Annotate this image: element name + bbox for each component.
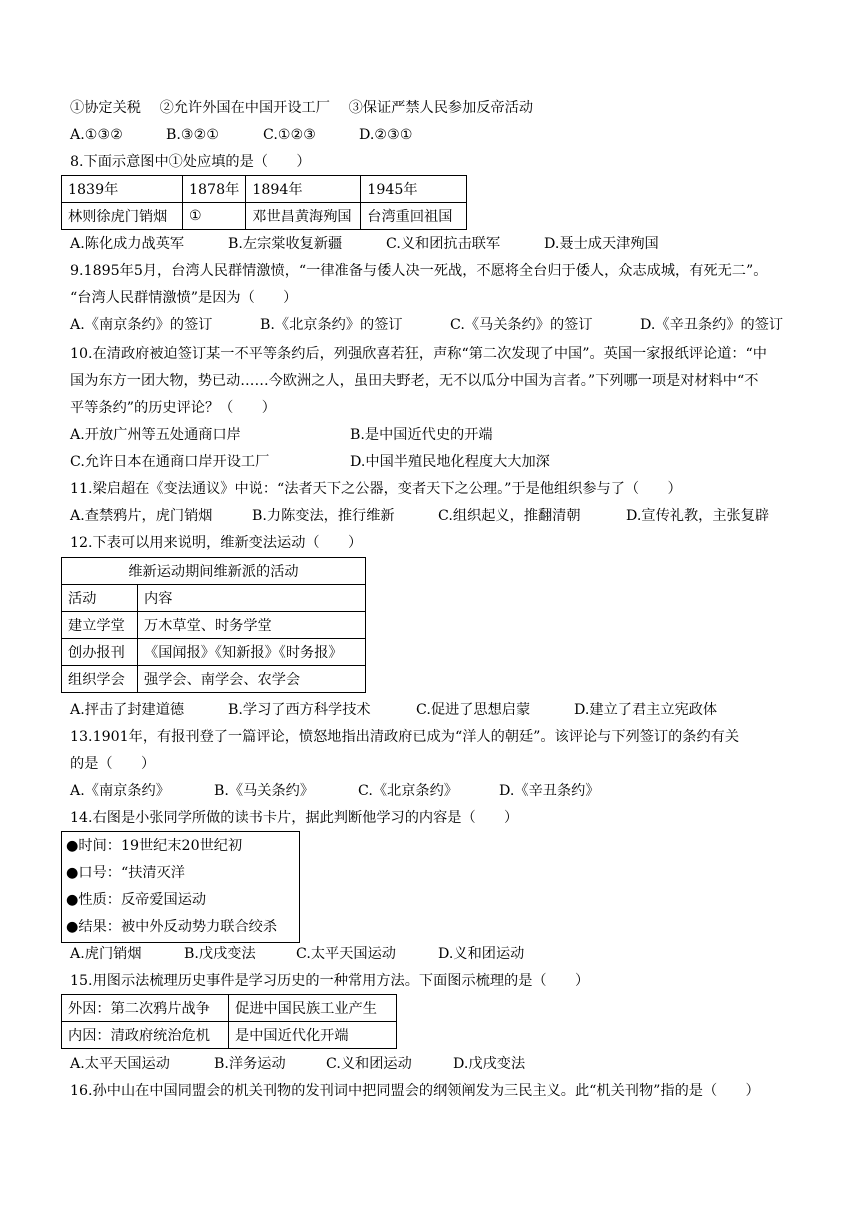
- table-cell: 1945年: [361, 176, 467, 203]
- q16-stem: 16.孙中山在中国同盟会的机关刊物的发刊词中把同盟会的纲领阐发为三民主义。此“机关刊物”指的是（ ）: [70, 1083, 760, 1099]
- option-d: D.建立了君主立宪政体: [574, 702, 718, 718]
- option-d: D.《辛丑条约》: [499, 783, 600, 799]
- q12-stem: 12.下表可以用来说明，维新变法运动（ ）: [70, 535, 363, 551]
- option-d: D.义和团运动: [438, 946, 525, 962]
- card-line: ●时间：19世纪末20世纪初: [66, 838, 243, 854]
- q12-options: [70, 701, 717, 719]
- option-b: B.《马关条约》: [214, 783, 315, 799]
- table-cell: 内容: [138, 585, 366, 612]
- q9-stem-line1: 9.1895年5月，台湾人民群情激愤，“一律准备与倭人决一死战，不愿将全台归于倭人，众志成城，有死无二”。: [70, 263, 768, 279]
- table-cell: 1878年: [183, 176, 246, 203]
- option-d: D.戊戌变法: [453, 1056, 526, 1072]
- card-line: ●口号：“扶清灭洋: [66, 865, 185, 881]
- option-b: B.左宗棠收复新疆: [228, 236, 343, 252]
- option-a: A.《南京条约》的签订: [70, 317, 213, 333]
- q9-options: [70, 316, 783, 334]
- q10-options-row2: [70, 453, 550, 471]
- table-cell: 1839年: [62, 176, 183, 203]
- option-b: B.戊戌变法: [184, 946, 256, 962]
- q7-choices-line: ①协定关税 ②允许外国在中国开设工厂 ③保证严禁人民参加反帝活动: [70, 100, 534, 116]
- option-c: C.太平天国运动: [296, 946, 396, 962]
- option-a: A.《南京条约》: [70, 783, 170, 799]
- option-d: D.《辛丑条约》的签订: [640, 317, 784, 333]
- table-cell: 创办报刊: [62, 639, 138, 666]
- option-d: D.聂士成天津殉国: [544, 236, 659, 252]
- option-b: B.学习了西方科学技术: [228, 702, 371, 718]
- q10-stem-line2: 国为东方一团大物，势已动……今欧洲之人，虽田夫野老，无不以瓜分中国为言者。”下列哪一项是对材料中“不: [70, 373, 759, 389]
- option-c: C.《北京条约》: [358, 783, 458, 799]
- option-a: A.陈化成力战英军: [70, 236, 185, 252]
- option-b: B.③②①: [166, 127, 220, 143]
- table-title: 维新运动期间维新派的活动: [62, 558, 366, 585]
- option-b: B.力陈变法，推行维新: [252, 508, 395, 524]
- q13-options: [70, 782, 600, 800]
- option-c: C.《马关条约》的签订: [450, 317, 593, 333]
- option-c: C.义和团抗击联军: [386, 236, 501, 252]
- table-cell: 促进中国民族工业产生: [229, 995, 397, 1022]
- q13-stem-line2: 的是（ ）: [70, 756, 156, 772]
- reading-card: [61, 831, 300, 943]
- table-cell: 内因：清政府统治危机: [62, 1022, 229, 1049]
- option-a: A.太平天国运动: [70, 1056, 170, 1072]
- option-a: A.①③②: [70, 127, 123, 143]
- option-a: A.查禁鸦片，虎门销烟: [70, 508, 213, 524]
- option-b: B.《北京条约》的签订: [260, 317, 403, 333]
- card-line: ●性质：反帝爱国运动: [66, 892, 207, 908]
- table-cell: 1894年: [246, 176, 361, 203]
- option-d: D.中国半殖民地化程度大大加深: [350, 454, 550, 470]
- q9-stem-line2: “台湾人民群情激愤”是因为（ ）: [70, 290, 298, 306]
- table-cell: ①: [183, 203, 246, 230]
- option-d: D.②③①: [359, 127, 413, 143]
- q10-stem-line1: 10.在清政府被迫签订某一不平等条约后，列强欣喜若狂，声称“第二次发现了中国”。英国一家报纸评论道：“中: [70, 346, 767, 362]
- option-b: B.洋务运动: [214, 1056, 286, 1072]
- table-row: [62, 612, 366, 639]
- table-row: [62, 995, 397, 1022]
- table-cell: 万木草堂、时务学堂: [138, 612, 366, 639]
- q7-options: [70, 126, 413, 144]
- q10-options-row1: [70, 426, 493, 444]
- table-cell: 外因：第二次鸦片战争: [62, 995, 229, 1022]
- q15-stem: 15.用图示法梳理历史事件是学习历史的一种常用方法。下面图示梳理的是（ ）: [70, 973, 590, 989]
- table-cell: 建立学堂: [62, 612, 138, 639]
- table-row: [62, 558, 366, 585]
- q10-stem-line3: 平等条约”的历史评论？（ ）: [70, 400, 276, 416]
- table-row: [62, 666, 366, 693]
- option-c: C.义和团运动: [326, 1056, 412, 1072]
- option-c: C.允许日本在通商口岸开设工厂: [70, 454, 270, 470]
- table-row: [62, 639, 366, 666]
- option-c: C.①②③: [263, 127, 317, 143]
- option-c: C.组织起义，推翻清朝: [438, 508, 581, 524]
- option-b: B.是中国近代史的开端: [350, 427, 493, 443]
- table-cell: 《国闻报》《知新报》《时务报》: [138, 639, 366, 666]
- table-cell: 邓世昌黄海殉国: [246, 203, 361, 230]
- q11-options: [70, 507, 769, 525]
- option-a: A.开放广州等五处通商口岸: [70, 427, 241, 443]
- q8-stem: 8.下面示意图中①处应填的是（ ）: [70, 154, 311, 170]
- q15-options: [70, 1055, 525, 1073]
- table-row: [62, 176, 467, 203]
- table-cell: 强学会、南学会、农学会: [138, 666, 366, 693]
- q12-activities-table: [61, 557, 366, 693]
- q14-stem: 14.右图是小张同学所做的读书卡片，据此判断他学习的内容是（ ）: [70, 810, 519, 826]
- q8-timeline-table: [61, 175, 467, 230]
- card-line: ●结果：被中外反动势力联合绞杀: [66, 919, 278, 935]
- table-cell: 是中国近代化开端: [229, 1022, 397, 1049]
- table-row: [62, 1022, 397, 1049]
- option-c: C.促进了思想启蒙: [416, 702, 531, 718]
- option-d: D.宣传礼教，主张复辟: [626, 508, 770, 524]
- table-cell: 组织学会: [62, 666, 138, 693]
- option-a: A.抨击了封建道德: [70, 702, 185, 718]
- option-a: A.虎门销烟: [70, 946, 142, 962]
- q8-options: [70, 235, 659, 253]
- table-row: [62, 585, 366, 612]
- q13-stem-line1: 13.1901年，有报刊登了一篇评论，愤怒地指出清政府已成为“洋人的朝廷”。该评论与下列签订的条约有关: [70, 729, 740, 745]
- q11-stem: 11.梁启超在《变法通议》中说：“法者天下之公器，变者天下之公理。”于是他组织参与了（ ）: [70, 481, 682, 497]
- table-cell: 台湾重回祖国: [361, 203, 467, 230]
- table-cell: 林则徐虎门销烟: [62, 203, 183, 230]
- table-cell: 活动: [62, 585, 138, 612]
- table-row: [62, 203, 467, 230]
- q15-diagram-table: [61, 994, 397, 1049]
- q14-options: [70, 945, 524, 963]
